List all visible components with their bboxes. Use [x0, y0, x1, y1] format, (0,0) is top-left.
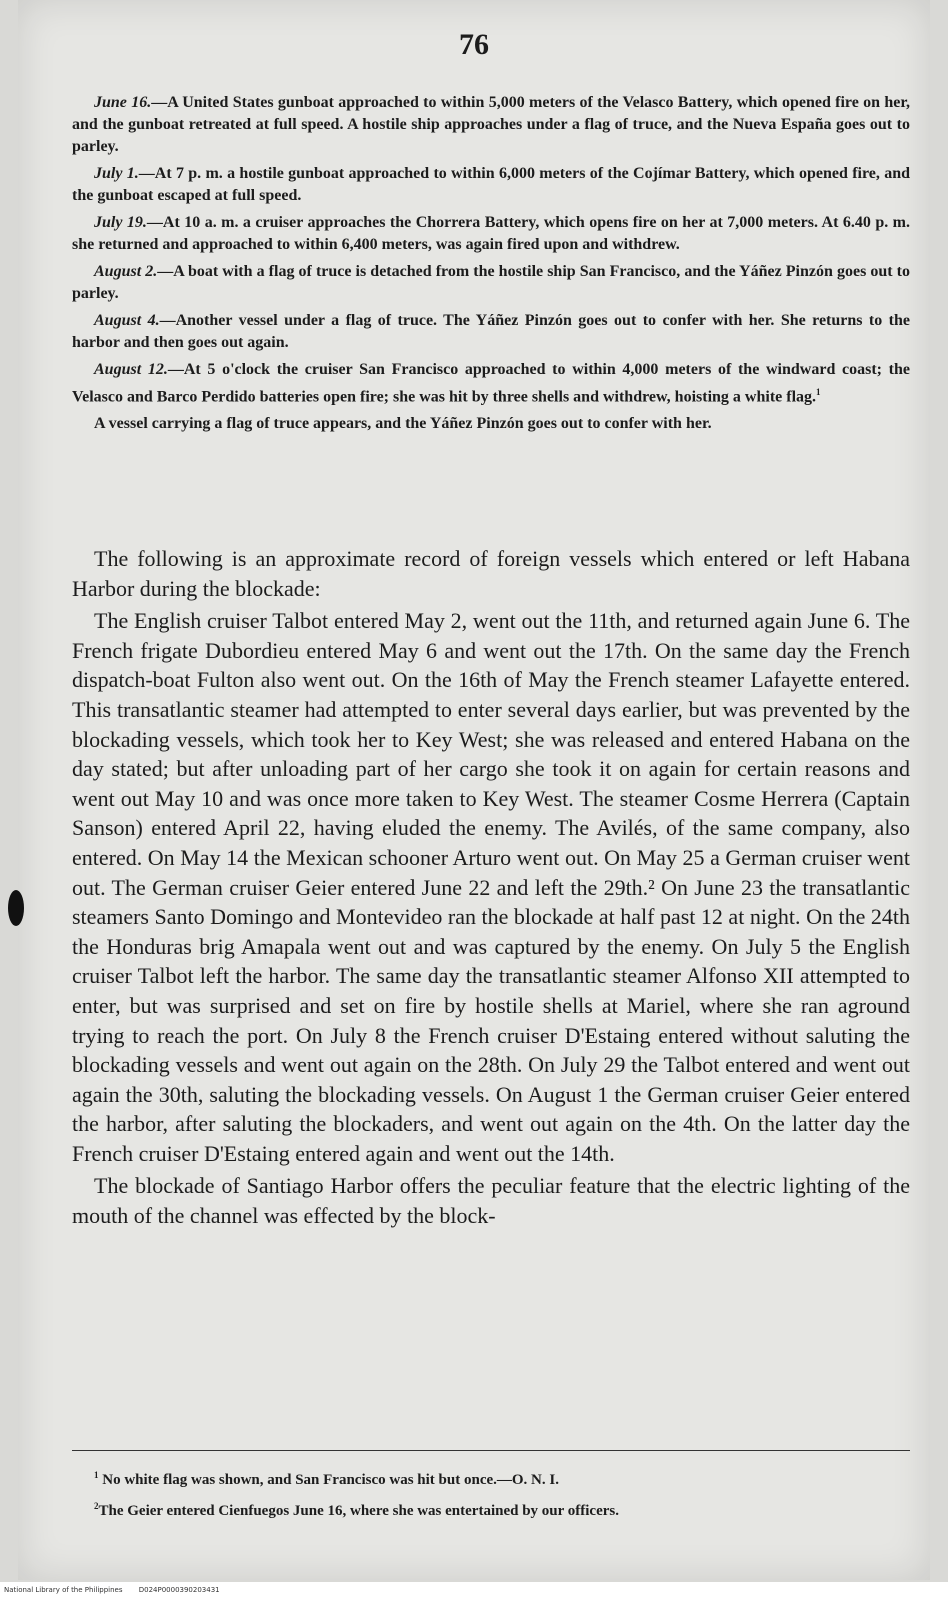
footnotes [72, 1462, 910, 1524]
chronology-entry [72, 359, 910, 408]
page-number: 76 [459, 28, 489, 61]
chronology-entry [72, 261, 910, 305]
paragraph: The following is an approximate record of foreign vessels which entered or left Habana Harbor during the blockade: [72, 546, 910, 601]
footnote [72, 1462, 910, 1493]
entry-date: August 12. [94, 361, 168, 378]
entry-text: —At 10 a. m. a cruiser approaches the Chorrera Battery, which opens fire on her at 7,000 meters. At 6.40 p. m. she returned and approached to within 6,400 meters, was again fired upon and withdrew. [72, 214, 910, 253]
paragraph: The blockade of Santiago Harbor offers the peculiar feature that the electric lighting of the mouth of the channel was effected by the block- [72, 1173, 910, 1229]
entry-date: July 1. [94, 165, 139, 182]
entry-text: —A boat with a flag of truce is detached from the hostile ship San Francisco, and the Yáñez Pinzón goes out to parley. [72, 263, 911, 302]
entry-date: June 16. [94, 94, 152, 111]
footnote-marker: 2 [94, 1501, 99, 1511]
entry-text: —At 5 o'clock the cruiser San Francisco approached to within 4,000 meters of the windward coast; the Velasco and Barco Perdido batteries open fire; she was hit by three shells and withdrew, hoisting a white flag. [72, 361, 911, 406]
footnote-text: No white flag was shown, and San Francisco was hit but once.—O. N. I. [102, 1472, 559, 1488]
paragraph: The English cruiser Talbot entered May 2, went out the 11th, and returned again June 6. The French frigate Dubordieu entered May 6 and went out the 17th. On the same day the French dispatch-boat Fulton also went out. On the 16th of May the French steamer Lafayette entered. This transatlantic steamer had attempted to enter several days earlier, but was prevented by the blockading vessels, which took her to Key West; she was released and entered Habana on the day stated; but after unloading part of her cargo she took it on again for certain reasons and went out May 10 and was once more taken to Key West. The steamer Cosme Herrera (Captain Sanson) entered April 22, having eluded the enemy. The Avilés, of the same company, also entered. On May 14 the Mexican schooner Arturo went out. On May 25 a German cruiser went out. The German cruiser Geier entered June 22 and left the 29th.² On June 23 the transatlantic steamers Santo Domingo and Montevideo ran the blockade at half past 12 at night. On the 24th the Honduras brig Amapala went out and was captured by the enemy. On July 5 the English cruiser Talbot left the harbor. The same day the transatlantic steamer Alfonso XII attempted to enter, but was surprised and set on fire by hostile shells at Mariel, where she ran aground trying to reach the port. On July 8 the French cruiser D'Estaing entered without saluting the blockading vessels and went out again on the 28th. On July 29 the Talbot entered and went out again the 30th, saluting the blockading vessels. On August 1 the German cruiser Geier entered the harbor, after saluting the blockaders, and went out again on the 4th. On the latter day the French cruiser D'Estaing entered again and went out the 14th. [72, 608, 910, 1166]
entry-date: August 4. [94, 312, 160, 329]
footnote-text: The Geier entered Cienfuegos June 16, where she was entertained by our officers. [98, 1503, 619, 1519]
footnote-ref: 1 [816, 387, 821, 397]
archive-library: National Library of the Philippines [4, 1586, 123, 1594]
footnote [72, 1493, 910, 1524]
chronology-entry [72, 163, 910, 207]
chronology-section [72, 92, 910, 435]
entry-date: August 2. [94, 263, 158, 280]
entry-date: July 19. [94, 214, 147, 231]
entry-text: —Another vessel under a flag of truce. The Yáñez Pinzón goes out to confer with her. She returns to the harbor and then goes out again. [72, 312, 911, 351]
archive-strip [0, 1582, 948, 1598]
ink-blot [8, 890, 24, 926]
entry-text: —A United States gunboat approached to within 5,000 meters of the Velasco Battery, which opened fire on her, and the gunboat retreated at full speed. A hostile ship approaches under a flag of truce, and the Nueva España goes out to parley. [72, 94, 910, 155]
chronology-entry [72, 413, 910, 435]
footnote-divider [72, 1450, 910, 1451]
footnote-marker: 1 [94, 1470, 99, 1480]
body-text [72, 544, 910, 1234]
entry-text: —At 7 p. m. a hostile gunboat approached to within 6,000 meters of the Cojímar Battery, which opened fire, and the gunboat escaped at full speed. [72, 165, 911, 204]
book-page [18, 0, 930, 1580]
archive-id: D024P0000390203431 [138, 1586, 220, 1594]
chronology-entry [72, 310, 910, 354]
chronology-entry [72, 212, 910, 256]
entry-text: A vessel carrying a flag of truce appears, and the Yáñez Pinzón goes out to confer with her. [94, 415, 712, 433]
chronology-entry [72, 92, 910, 158]
